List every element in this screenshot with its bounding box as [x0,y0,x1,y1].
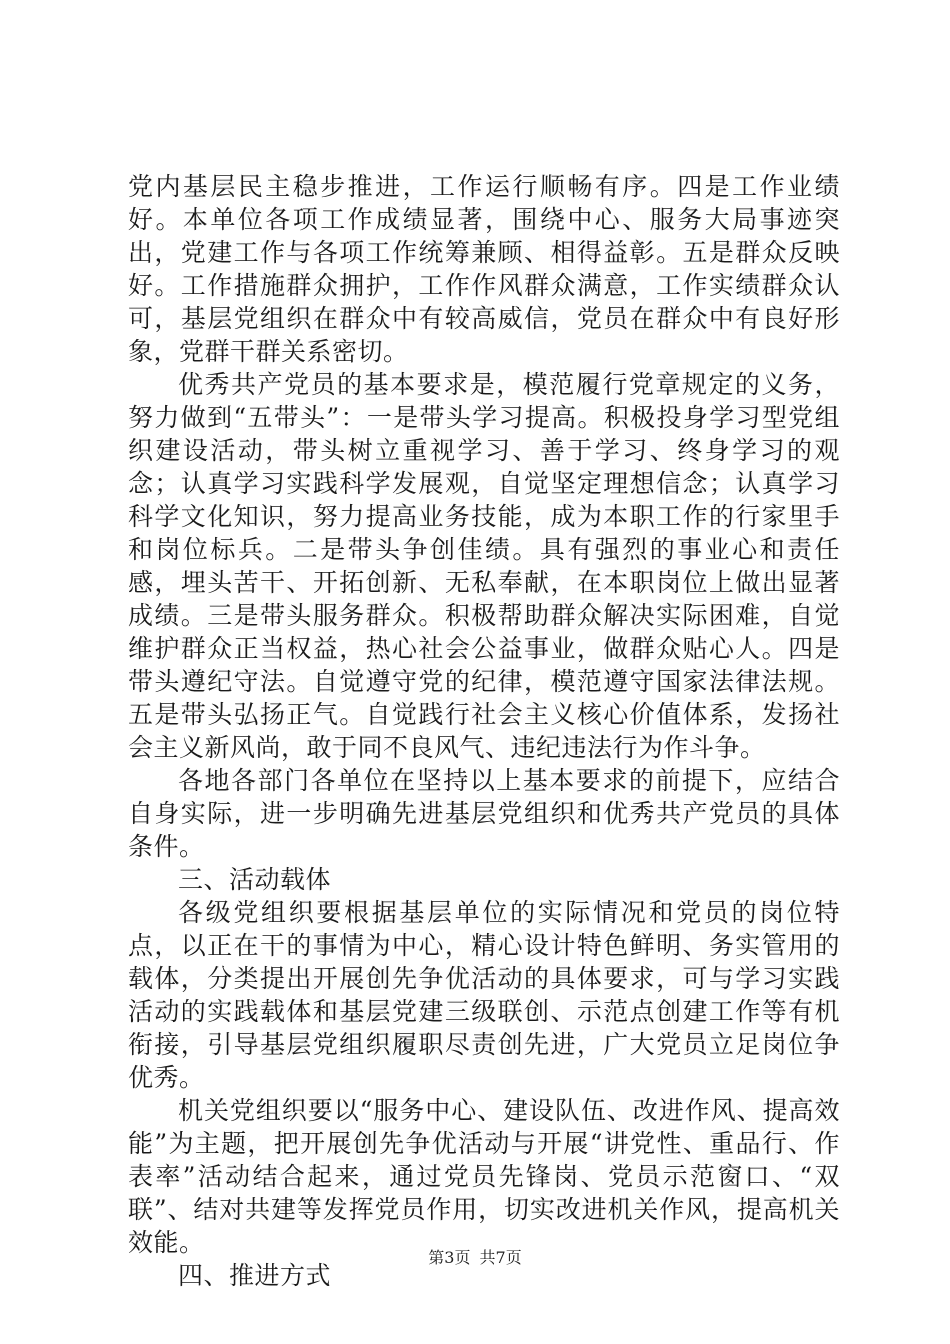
section-heading-4: 四、推进方式 [178,1261,332,1290]
page-footer [0,1245,950,1268]
paragraph-2: 优秀共产党员的基本要求是，模范履行党章规定的义务，努力做到“五带头”：一是带头学习提高。积极投身学习型党组织建设活动，带头树立重视学习、善于学习、终身学习的观念；认真学习实践科学发展观，自觉坚定理想信念；认真学习科学文化知识，努力提高业务技能，成为本职工作的行家里手和岗位标兵。二是带头争创佳绩。具有强烈的事业心和责任感，埋头苦干、开拓创新、无私奉献，在本职岗位上做出显著成绩。三是带头服务群众。积极帮助群众解决实际困难，自觉维护群众正当权益，热心社会公益事业，做群众贴心人。四是带头遵纪守法。自觉遵守党的纪律，模范遵守国家法律法规。五是带头弘扬正气。自觉践行社会主义核心价值体系，发扬社会主义新风尚，敢于同不良风气、违纪违法行为作斗争。 [128,370,840,762]
paragraph-5: 各级党组织要根据基层单位的实际情况和党员的岗位特点，以正在干的事情为中心，精心设计特色鲜明、务实管用的载体，分类提出开展创先争优活动的具体要求，可与学习实践活动的实践载体和基层党建三级联创、示范点创建工作等有机衔接，引导基层党组织履职尽责创先进，广大党员立足岗位争优秀。 [128,898,840,1092]
document-body [128,170,840,1292]
section-heading-3: 三、活动载体 [178,865,332,894]
paragraph-3: 各地各部门各单位在坚持以上基本要求的前提下，应结合自身实际，进一步明确先进基层党组织和优秀共产党员的具体条件。 [128,766,840,861]
page-number: 第3页 [428,1248,471,1267]
paragraph-6: 机关党组织要以“服务中心、建设队伍、改进作风、提高效能”为主题，把开展创先争优活动与开展“讲党性、重品行、作表率”活动结合起来，通过党员先锋岗、党员示范窗口、“双联”、结对共建等发挥党员作用，切实改进机关作风，提高机关效能。 [128,1096,840,1257]
paragraph-1: 党内基层民主稳步推进，工作运行顺畅有序。四是工作业绩好。本单位各项工作成绩显著，围绕中心、服务大局事迹突出，党建工作与各项工作统筹兼顾、相得益彰。五是群众反映好。工作措施群众拥护，工作作风群众满意，工作实绩群众认可，基层党组织在群众中有较高威信，党员在群众中有良好形象，党群干群关系密切。 [128,172,840,366]
page-total: 共7页 [479,1248,522,1267]
